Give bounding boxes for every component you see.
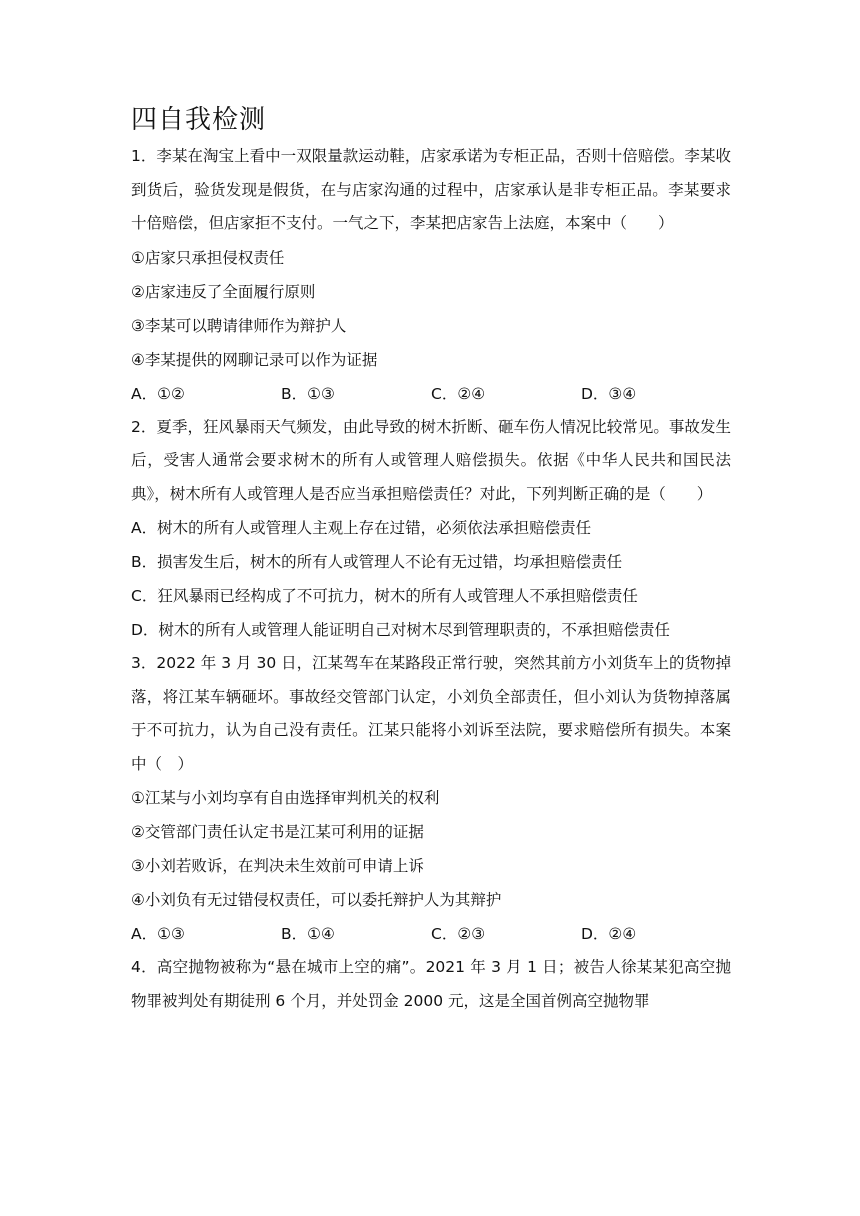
- statement-option: ②交管部门责任认定书是江某可利用的证据: [131, 823, 424, 841]
- statement-option: ③李某可以聘请律师作为辩护人: [131, 316, 347, 335]
- answer-choices: [131, 917, 731, 951]
- choice-b: B．损害发生后，树木的所有人或管理人不论有无过错，均承担赔偿责任: [131, 553, 623, 571]
- choice-d: D．③④: [581, 384, 637, 403]
- choice-c: C．②③: [431, 925, 486, 943]
- choice-a: A．树木的所有人或管理人主观上存在过错，必须依法承担赔偿责任: [131, 519, 592, 537]
- question-stem: 1．李某在淘宝上看中一双限量款运动鞋，店家承诺为专柜正品，否则十倍赔偿。李某收到货后，验货发现是假货，在与店家沟通的过程中，店家承认是非专柜正品。李某要求十倍赔偿，但店家拒不支付。一气之下，李某把店家告上法庭，本案中（ ）: [131, 147, 731, 232]
- choice-d: D．树木的所有人或管理人能证明自己对树木尽到管理职责的，不承担赔偿责任: [131, 621, 670, 639]
- question-3: [131, 647, 731, 951]
- choice-a: A．①③: [131, 925, 185, 943]
- question-stem: 3．2022 年 3 月 30 日，江某驾车在某路段正常行驶，突然其前方小刘货车上的货物掉落，将江某车辆砸坏。事故经交管部门认定，小刘负全部责任，但小刘认为货物掉落属于不可抗力，认为自己没有责任。江某只能将小刘诉至法院，要求赔偿所有损失。本案中（ ）: [131, 654, 731, 773]
- question-stem: 4．高空抛物被称为“悬在城市上空的痛”。2021 年 3 月 1 日；被告人徐某某犯高空抛物罪被判处有期徒刑 6 个月，并处罚金 2000 元，这是全国首例高空抛物罪: [131, 958, 731, 1010]
- choice-d: D．②④: [581, 925, 637, 943]
- answer-choices: [131, 377, 731, 411]
- statement-option: ④小刘负有无过错侵权责任，可以委托辩护人为其辩护: [131, 891, 502, 909]
- choice-c: C．狂风暴雨已经构成了不可抗力，树木的所有人或管理人不承担赔偿责任: [131, 587, 638, 605]
- question-2: [131, 411, 731, 648]
- page-title: 四自我检测: [131, 105, 267, 135]
- statement-option: ①店家只承担侵权责任: [131, 248, 285, 267]
- statement-option: ②店家违反了全面履行原则: [131, 282, 316, 301]
- choice-b: B．①③: [281, 384, 335, 403]
- document-content: [131, 102, 731, 1018]
- statement-option: ①江某与小刘均享有自由选择审判机关的权利: [131, 789, 440, 807]
- choice-c: C．②④: [431, 384, 486, 403]
- statement-option: ④李某提供的网聊记录可以作为证据: [131, 350, 378, 369]
- question-stem: 2．夏季，狂风暴雨天气频发，由此导致的树木折断、砸车伤人情况比较常见。事故发生后，受害人通常会要求树木的所有人或管理人赔偿损失。依据《中华人民共和国民法典》，树木所有人或管理人是否应当承担赔偿责任？对此，下列判断正确的是（ ）: [131, 417, 731, 503]
- statement-option: ③小刘若败诉，在判决未生效前可申请上诉: [131, 857, 424, 875]
- choice-b: B．①④: [281, 925, 335, 943]
- question-4: [131, 951, 731, 1018]
- choice-a: A．①②: [131, 384, 185, 403]
- question-1: [131, 140, 731, 411]
